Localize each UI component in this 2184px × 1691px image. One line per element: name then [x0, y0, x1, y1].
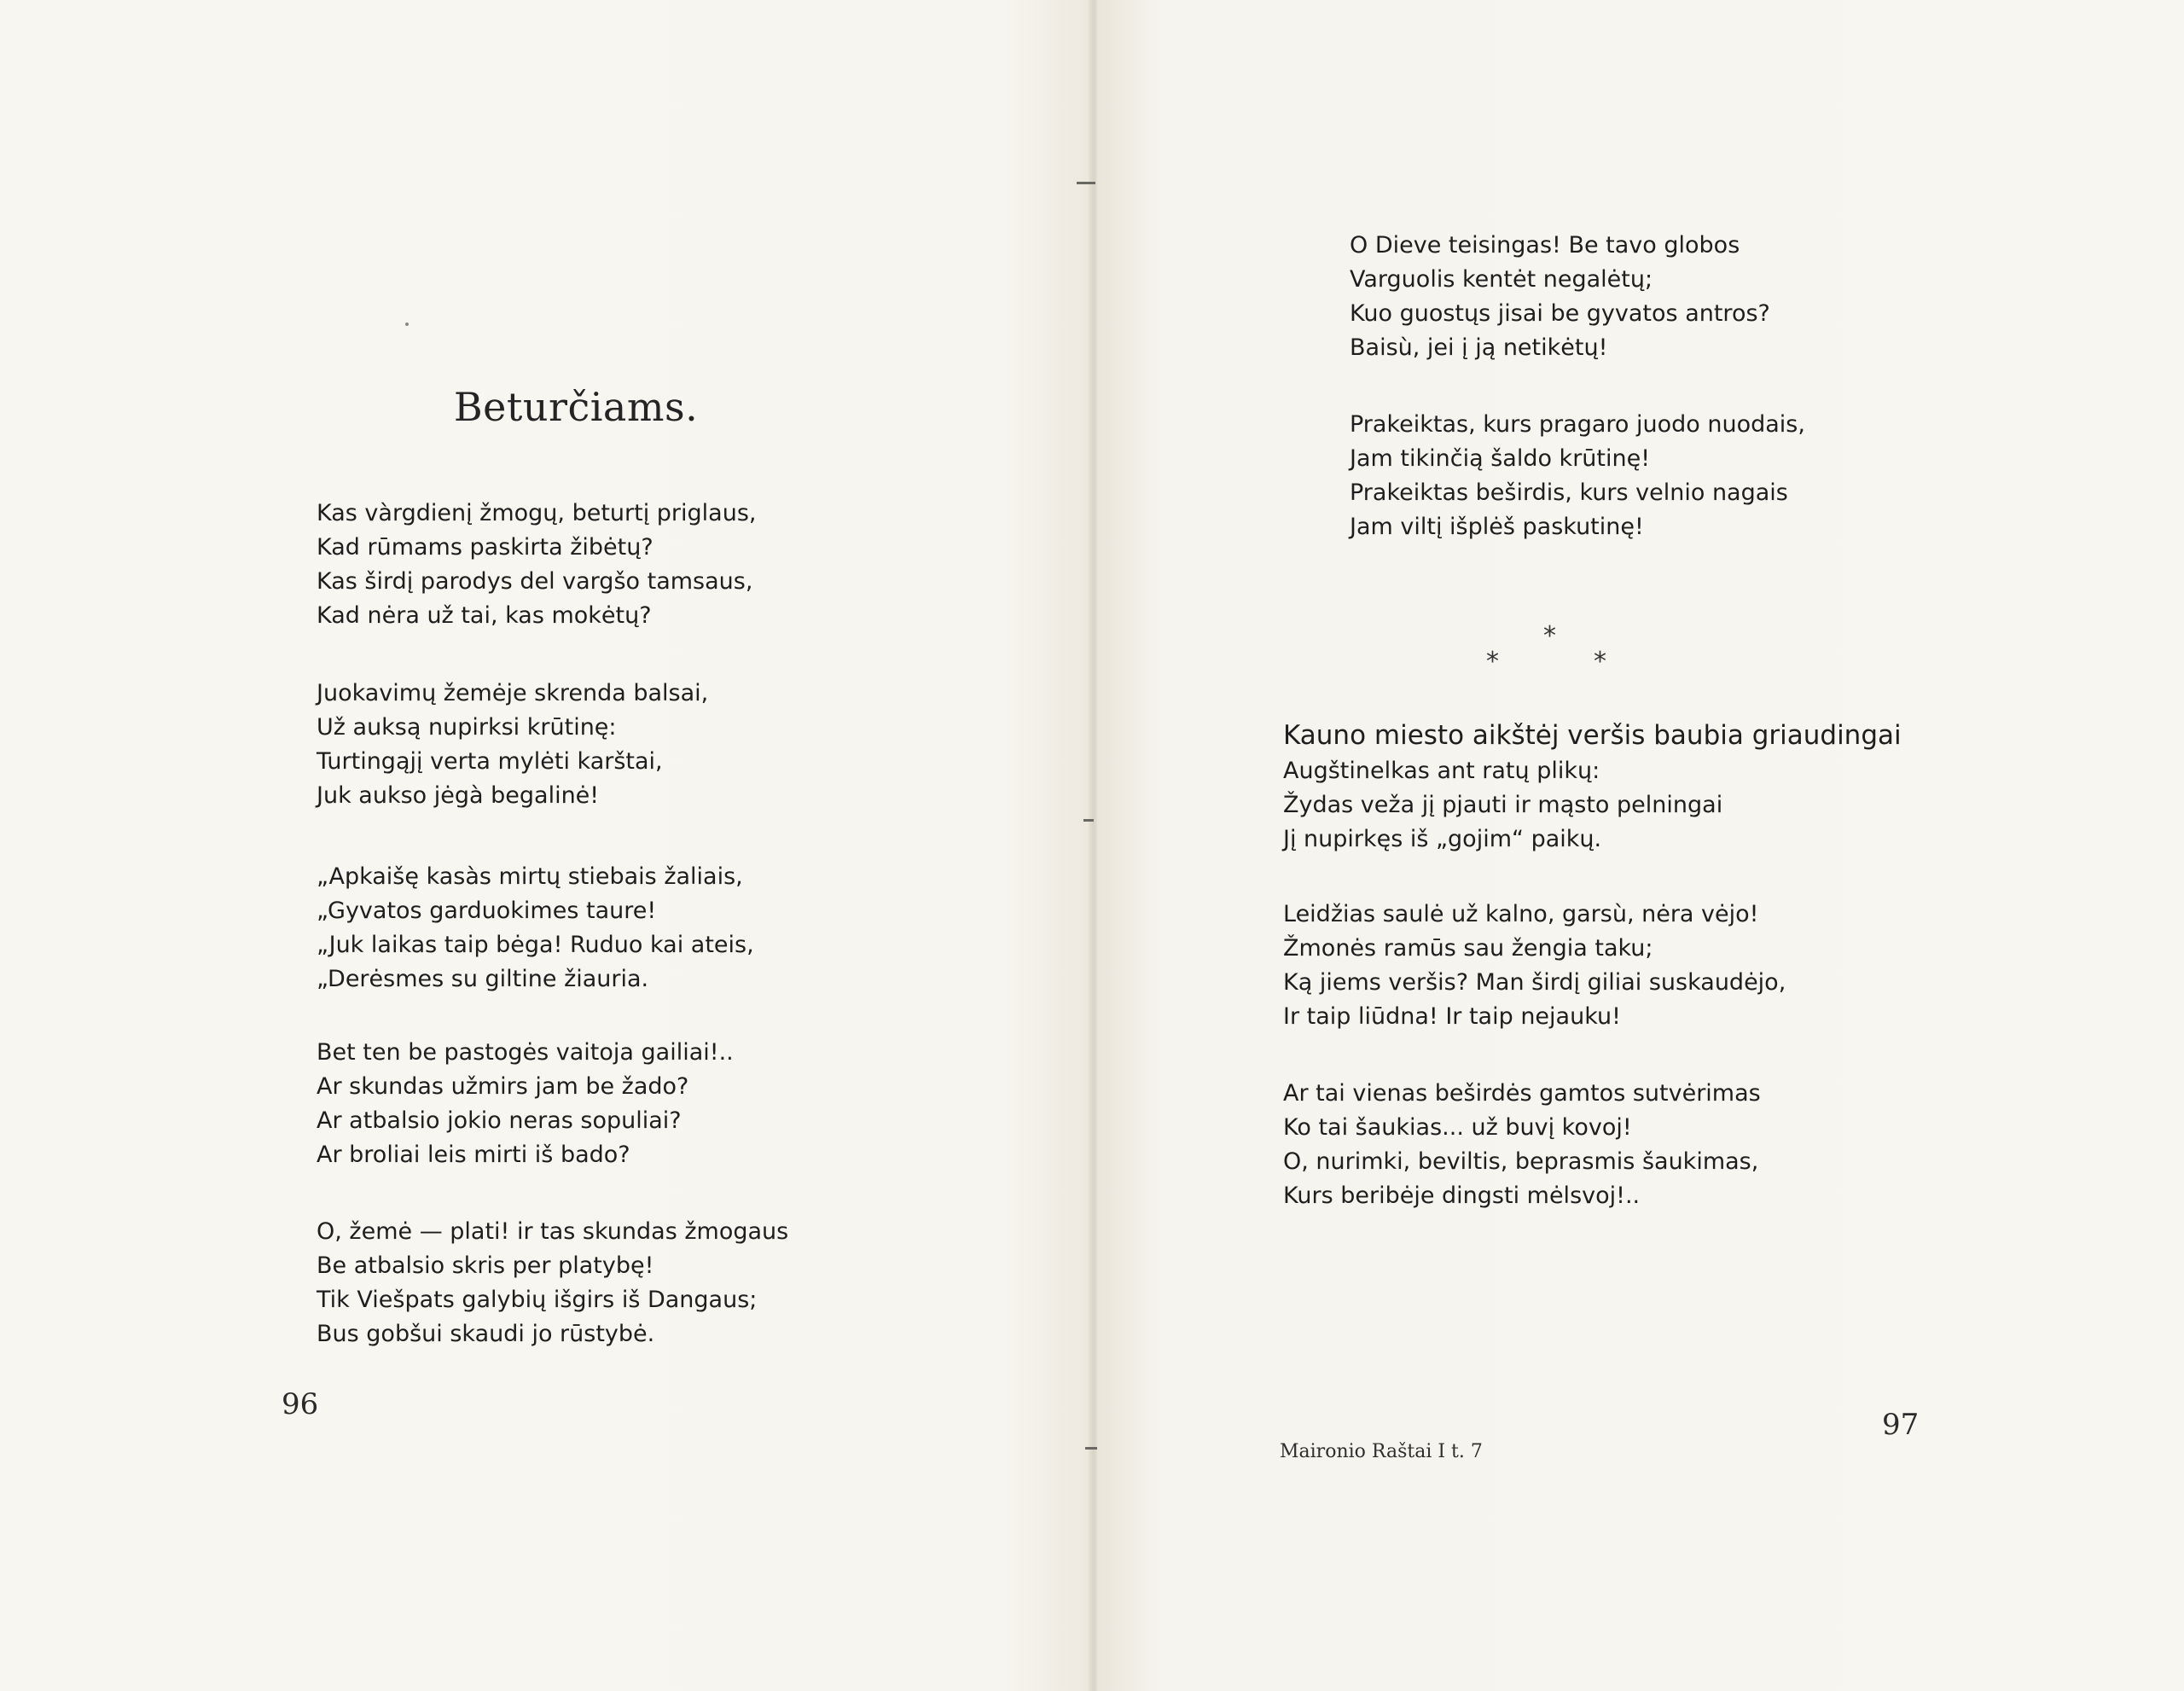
left-stanza-5 — [317, 1215, 788, 1351]
poem-line: Baisù, jei į ją netikėtų! — [1350, 334, 1608, 361]
gutter-mark — [1085, 1447, 1097, 1450]
poem-line: Ar atbalsio jokio neras sopuliai? — [317, 1107, 682, 1134]
right-page — [1097, 0, 2184, 1691]
gutter-mark — [1077, 182, 1095, 184]
page-number-right: 97 — [1882, 1408, 1920, 1442]
left-stanza-2 — [317, 677, 708, 813]
poem-line: Bet ten be pastogės vaitoja gailiai!.. — [317, 1039, 734, 1066]
asterisk-top: * — [1543, 621, 1556, 651]
poem-line: Kas vàrgdienį žmogų, beturtį priglaus, — [317, 500, 757, 526]
poem-line: Žmonės ramūs sau žengia taku; — [1283, 935, 1653, 962]
left-stanza-4 — [317, 1036, 734, 1172]
poem-line: Ar broliai leis mirti iš bado? — [317, 1142, 630, 1168]
poem-line: Jam viltį išplėš paskutinę! — [1350, 514, 1644, 540]
poem-line: Prakeiktas beširdis, kurs velnio nagais — [1350, 479, 1788, 506]
poem-line: „Derėsmes su giltine žiauria. — [317, 966, 649, 992]
left-stanza-1 — [317, 497, 756, 633]
poem-line: Varguolis kentėt negalėtų; — [1350, 266, 1653, 293]
right-stanza-4 — [1283, 898, 1786, 1034]
poem-line: Augštinelkas ant ratų plikų: — [1283, 758, 1600, 784]
poem-line: „Juk laikas taip bėga! Ruduo kai ateis, — [317, 932, 754, 958]
poem-line: Ko tai šaukias... už buvį kovoj! — [1283, 1114, 1632, 1141]
poem-line: Tik Viešpats galybių išgirs iš Dangaus; — [317, 1287, 758, 1313]
right-stanza-1 — [1350, 229, 1770, 365]
poem-line: Kuo guostųs jisai be gyvatos antros? — [1350, 300, 1770, 327]
poem-line: Ar tai vienas beširdės gamtos sutvėrimas — [1283, 1080, 1761, 1107]
poem-title: Beturčiams. — [453, 384, 699, 430]
poem-line: Kad rūmams paskirta žibėtų? — [317, 534, 653, 561]
poem-line: Kauno miesto aikštėj veršis baubia griaudingai — [1283, 720, 1902, 751]
section-asterism — [1097, 621, 2184, 723]
poem-line: O Dieve teisingas! Be tavo globos — [1350, 232, 1740, 259]
right-stanza-2 — [1350, 408, 1805, 544]
left-page — [0, 0, 1090, 1691]
poem-line: Žydas veža jį pjauti ir mąsto pelningai — [1283, 792, 1723, 818]
poem-line: Už auksą nupirksi krūtinę: — [317, 714, 617, 741]
poem-line: Prakeiktas, kurs pragaro juodo nuodais, — [1350, 411, 1805, 438]
page-number-left: 96 — [282, 1387, 319, 1421]
footer-signature: Maironio Raštai I t. 7 — [1280, 1441, 1483, 1462]
poem-line: Juk aukso jėgà begalinė! — [317, 782, 600, 809]
gutter-mark — [1083, 819, 1094, 822]
poem-line: Jį nupirkęs iš „gojim“ paikų. — [1283, 826, 1602, 852]
poem-line: Juokavimų žemėje skrenda balsai, — [317, 680, 709, 706]
poem-line: Be atbalsio skris per platybę! — [317, 1252, 654, 1279]
asterisk-right: * — [1594, 647, 1606, 677]
poem-line: O, nurimki, beviltis, beprasmis šaukimas, — [1283, 1148, 1759, 1175]
right-stanza-3 — [1283, 717, 1902, 857]
poem-line: Bus gobšui skaudi jo rūstybė. — [317, 1321, 655, 1347]
poem-line: Jam tikinčią šaldo krūtinę! — [1350, 445, 1651, 472]
poem-line: Ir taip liūdna! Ir taip nejauku! — [1283, 1003, 1621, 1030]
asterisk-left: * — [1486, 647, 1499, 677]
poem-line: Ką jiems veršis? Man širdį giliai suskaudėjo, — [1283, 969, 1786, 996]
right-stanza-5 — [1283, 1077, 1761, 1213]
poem-line: Kurs beribėje dingsti mėlsvoj!.. — [1283, 1183, 1641, 1209]
poem-line: Kas širdį parodys del vargšo tamsaus, — [317, 568, 753, 595]
poem-line: „Gyvatos garduokimes taure! — [317, 898, 657, 924]
poem-line: Ar skundas užmirs jam be žado? — [317, 1073, 689, 1100]
left-stanza-3 — [317, 860, 754, 997]
poem-line: O, žemė — plati! ir tas skundas žmogaus — [317, 1218, 789, 1245]
poem-line: „Apkaišę kasàs mirtų stiebais žaliais, — [317, 863, 743, 890]
paper-speck — [405, 323, 409, 326]
poem-line: Turtingąjį verta mylėti karštai, — [317, 748, 663, 775]
poem-line: Kad nėra už tai, kas mokėtų? — [317, 602, 652, 629]
poem-line: Leidžias saulė už kalno, garsù, nėra vėjo! — [1283, 901, 1759, 927]
